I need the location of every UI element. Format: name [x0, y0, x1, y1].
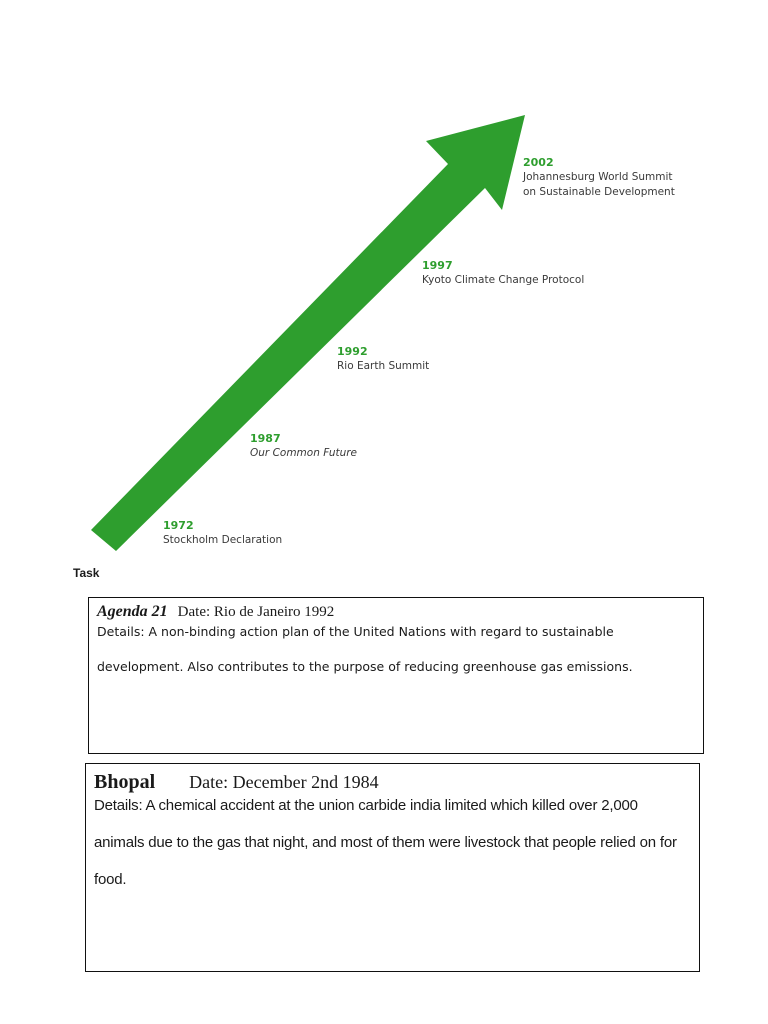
milestone-event: Kyoto Climate Change Protocol — [422, 274, 585, 286]
details-line: development. Also contributes to the purpose of reducing greenhouse gas emissions. — [97, 659, 633, 674]
milestone-1987 — [250, 431, 357, 461]
milestone-2002 — [523, 155, 675, 200]
details-line: Details: A chemical accident at the union carbide india limited which killed over 2,000 — [94, 797, 638, 814]
milestone-event: Rio Earth Summit — [337, 360, 430, 372]
card-date: Date: December 2nd 1984 — [189, 772, 379, 792]
milestone-1997 — [422, 258, 584, 288]
card-date: Date: Rio de Janeiro 1992 — [177, 604, 335, 620]
milestone-event: Our Common Future — [250, 447, 358, 459]
task-heading: Task — [73, 566, 100, 580]
milestone-1972 — [163, 518, 282, 548]
milestone-year: 1987 — [250, 432, 281, 445]
milestone-event: Stockholm Declaration — [163, 534, 283, 546]
milestone-year: 1992 — [337, 345, 368, 358]
milestone-event-line1: Johannesburg World Summit — [523, 171, 673, 183]
milestone-1992 — [337, 344, 429, 374]
card-details — [94, 787, 691, 898]
card-details — [97, 614, 695, 684]
bhopal-card — [85, 763, 700, 972]
card-title: Bhopal — [94, 771, 156, 793]
milestone-year: 2002 — [523, 156, 554, 169]
milestone-event-line2: on Sustainable Development — [523, 186, 675, 198]
details-line: Details: A non-binding action plan of the United Nations with regard to sustainable — [97, 624, 614, 639]
agenda-21-card — [88, 597, 704, 754]
card-title: Agenda 21 — [97, 603, 168, 620]
arrow-shape — [91, 115, 525, 551]
details-line: animals due to the gas that night, and most of them were livestock that people relied on for — [94, 834, 677, 851]
details-line: food. — [94, 871, 127, 888]
milestone-year: 1997 — [422, 259, 453, 272]
milestone-year: 1972 — [163, 519, 194, 532]
